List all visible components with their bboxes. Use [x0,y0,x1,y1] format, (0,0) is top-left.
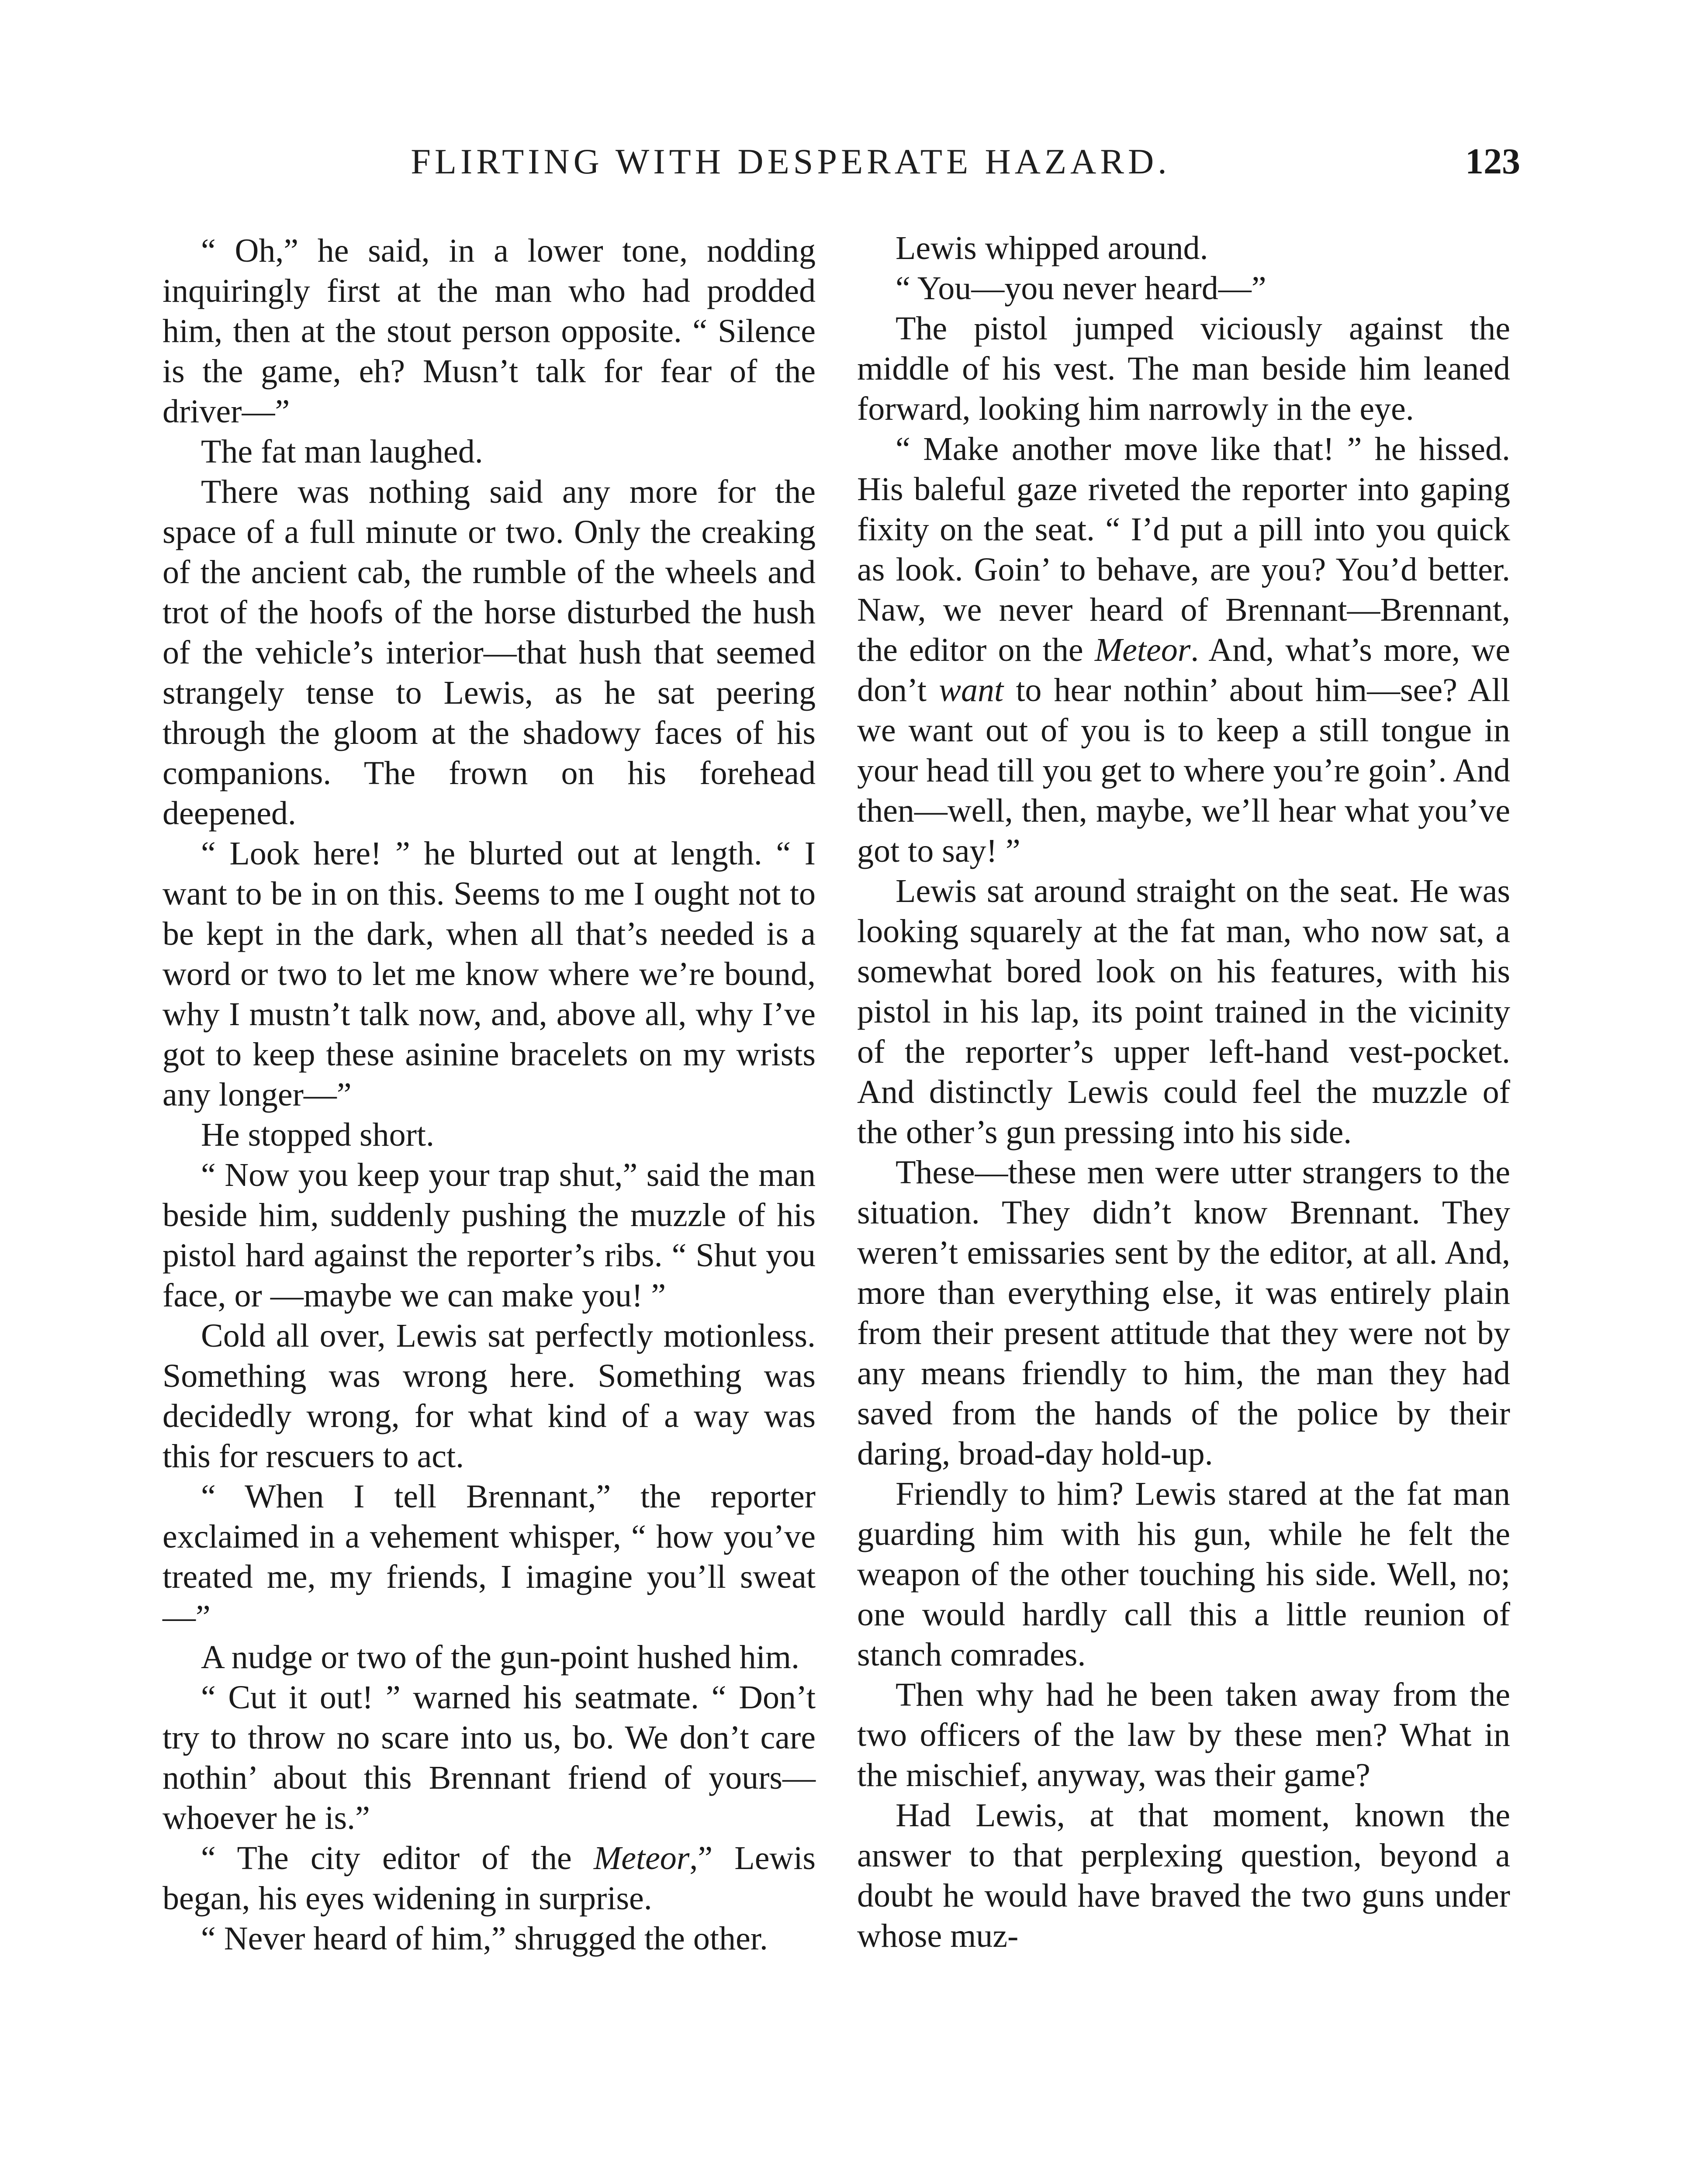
paragraph: These—these men were utter strangers to the situation. They didn’t know Brennant. They weren’t emissaries sent by the editor, at all. And, more than everything else, it was entirely plain from their present attitude that they were not by any means friendly to him, the man they had saved from the hands of the police by their daring, broad-day hold-up. [857,1154,1510,1472]
paragraph: “ Never heard of him,” shrugged the other. [201,1920,768,1957]
page-number: 123 [1465,141,1520,182]
running-header [162,131,1520,192]
paragraph: “ Now you keep your trap shut,” said the man beside him, suddenly pushing the muzzle of his pistol hard against the reporter’s ribs. “ Shut you face, or —maybe we can make you! ” [163,1157,816,1314]
paragraph: “ The city editor of the Meteor,” Lewis began, his eyes widening in surprise. [163,1840,816,1917]
paragraph: He stopped short. [201,1116,435,1153]
paragraph: “ Oh,” he said, in a lower tone, nodding inquiringly first at the man who had prodded him, then at the stout person opposite. “ Silence is the game, eh? Musn’t talk for fear of the driver—” [163,232,816,430]
paragraph: The fat man laughed. [201,433,483,470]
paragraph: Then why had he been taken away from the two officers of the law by these men? What in the mischief, anyway, was their game? [857,1676,1510,1794]
paragraph: “ Cut it out! ” warned his seatmate. “ Don’t try to throw no scare into us, bo. We don’t care nothin’ about this Brennant friend of yours—whoever he is.” [163,1679,816,1836]
paragraph: “ You—you never heard—” [896,270,1266,307]
paragraph: “ Make another move like that! ” he hissed. His baleful gaze riveted the reporter into gaping fixity on the seat. “ I’d put a pill into you quick as look. Goin’ to behave, are you? You’d better. Naw, we never heard of Brennant—Brennant, the editor on the Meteor. And, what’s more, we don’t want to hear nothin’ about him—see? All we want out of you is to keep a still tongue in your head till you get to where you’re goin’. And then—well, then, maybe, we’ll hear what you’ve got to say! ” [857,431,1511,869]
left-text-column [163,231,816,1959]
paragraph: “ When I tell Brennant,” the reporter exclaimed in a vehement whisper, “ how you’ve treated me, my friends, I imagine you’ll sweat—” [163,1478,816,1635]
right-text-column [857,228,1510,1956]
paragraph: Had Lewis, at that moment, known the answer to that perplexing question, beyond a doubt he would have braved the two guns under whose muz- [857,1797,1510,1954]
paragraph: Lewis whipped around. [896,230,1208,266]
paragraph: Lewis sat around straight on the seat. He was looking squarely at the fat man, who now sat, a somewhat bored look on his features, with his pistol in his lap, its point trained in the vicinity of the reporter’s upper left-hand vest-pocket. And distinctly Lewis could feel the muzzle of the other’s gun pressing into his side. [857,873,1510,1151]
paragraph: Cold all over, Lewis sat perfectly motionless. Something was wrong here. Something was decidedly wrong, for what kind of a way was this for rescuers to act. [163,1317,816,1475]
paragraph: There was nothing said any more for the space of a full minute or two. Only the creaking of the ancient cab, the rumble of the wheels and trot of the hoofs of the horse disturbed the hush of the vehicle’s interior—that hush that seemed strangely tense to Lewis, as he sat peering through the gloom at the shadowy faces of his companions. The frown on his forehead deepened. [163,473,816,832]
paragraph: The pistol jumped viciously against the middle of his vest. The man beside him leaned forward, looking him narrowly in the eye. [857,310,1510,427]
running-title: FLIRTING WITH DESPERATE HAZARD. [411,142,1171,181]
paragraph: A nudge or two of the gun-point hushed him. [201,1639,799,1676]
paragraph: “ Look here! ” he blurted out at length. “ I want to be in on this. Seems to me I ought not to be kept in the dark, when all that’s needed is a word or two to let me know where we’re bound, why I mustn’t talk now, and, above all, why I’ve got to keep these asinine bracelets on my wrists any longer—” [163,835,816,1113]
paragraph: Friendly to him? Lewis stared at the fat man guarding him with his gun, while he felt the weapon of the other touching his side. Well, no; one would hardly call this a little reunion of stanch comrades. [857,1476,1510,1673]
